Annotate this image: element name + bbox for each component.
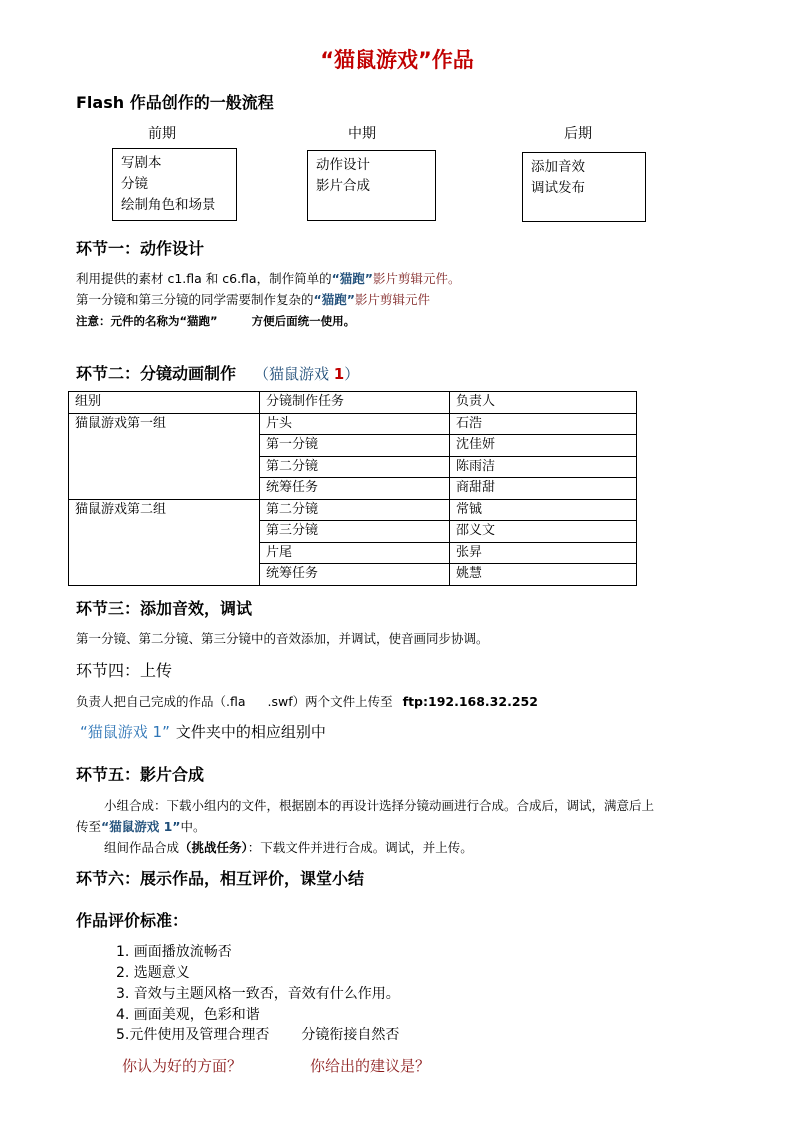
owner-cell: 沈佳妍 (450, 435, 637, 457)
phase-item: 添加音效 (531, 159, 585, 175)
section-3-heading: 环节三：添加音效，调试 (76, 599, 253, 618)
group-name: 猫鼠游戏第二组 (69, 499, 260, 585)
section-3-text: 第一分镜、第二分镜、第三分镜中的音效添加，并调试，使音画同步协调。 (76, 631, 489, 646)
phase-label-post: 后期 (564, 126, 592, 142)
task-cell: 统筹任务 (260, 564, 450, 586)
section-4-folder-line: “猫鼠游戏 1” 文件夹中的相应组别中 (80, 723, 326, 741)
owner-cell: 陈雨洁 (450, 456, 637, 478)
page-title: “猫鼠游戏”作品 (320, 48, 474, 72)
phase-item: 绘制角色和场景 (121, 197, 216, 213)
section-2-heading-line: 环节二：分镜动画制作 （猫鼠游戏 1） (76, 364, 360, 383)
section-1-heading: 环节一：动作设计 (76, 239, 205, 258)
group-name: 猫鼠游戏第一组 (69, 413, 260, 499)
table-row (69, 499, 637, 521)
table-header-row (69, 392, 637, 414)
phase-label-mid: 中期 (348, 126, 376, 142)
owner-cell: 商甜甜 (450, 478, 637, 500)
criteria-heading: 作品评价标准： (76, 911, 189, 930)
owner-cell: 邵义文 (450, 521, 637, 543)
task-cell: 统筹任务 (260, 478, 450, 500)
phase-item: 影片合成 (316, 178, 370, 194)
owner-cell: 姚慧 (450, 564, 637, 586)
task-table (68, 391, 637, 586)
task-cell: 片头 (260, 413, 450, 435)
criteria-item: 3. 音效与主题风格一致否，音效有什么作用。 (116, 986, 400, 1002)
phase-item: 动作设计 (316, 157, 370, 173)
table-header: 负责人 (450, 392, 637, 414)
section-6-heading: 环节六：展示作品，相互评价，课堂小结 (76, 869, 365, 888)
section-5-para-1b: 传至“猫鼠游戏 1”中。 (76, 819, 206, 834)
phase-box-pre (112, 148, 237, 221)
table-header: 分镜制作任务 (260, 392, 450, 414)
task-cell: 第二分镜 (260, 456, 450, 478)
table-header: 组别 (69, 392, 260, 414)
eval-question-good: 你认为好的方面？ (122, 1057, 243, 1075)
owner-cell: 石浩 (450, 413, 637, 435)
section-4-text: 负责人把自己完成的作品（.fla .swf）两个文件上传至 ftp:192.168.32.252 (76, 694, 538, 709)
task-cell: 第三分镜 (260, 521, 450, 543)
table-row (69, 413, 637, 435)
owner-cell: 常铖 (450, 499, 637, 521)
eval-question-suggest: 你给出的建议是？ (310, 1057, 431, 1075)
phase-item: 调试发布 (531, 180, 585, 196)
section-1-line-1: 利用提供的素材 c1.fla 和 c6.fla，制作简单的“猫跑”影片剪辑元件。 (76, 271, 461, 286)
phase-box-mid (307, 150, 436, 221)
section-1-note: 注意：元件的名称为“猫跑” 方便后面统一使用。 (76, 314, 356, 328)
section-2-heading: 环节二：分镜动画制作 (76, 364, 237, 383)
section-5-para-1a: 小组合成：下载小组内的文件，根据剧本的再设计选择分镜动画进行合成。合成后，调试，满意后上 (104, 798, 655, 813)
flow-heading: Flash 作品创作的一般流程 (76, 93, 274, 112)
task-cell: 第一分镜 (260, 435, 450, 457)
phase-box-post (522, 152, 646, 222)
section-5-heading: 环节五：影片合成 (76, 765, 205, 784)
section-1-line-2: 第一分镜和第三分镜的同学需要制作复杂的“猫跑”影片剪辑元件 (76, 292, 430, 307)
phase-item: 写剧本 (121, 155, 162, 171)
criteria-item: 4. 画面美观，色彩和谐 (116, 1007, 260, 1023)
criteria-item: 2. 选题意义 (116, 965, 190, 981)
criteria-item: 1. 画面播放流畅否 (116, 944, 232, 960)
task-cell: 第二分镜 (260, 499, 450, 521)
criteria-item-5: 5.元件使用及管理合理否 分镜衔接自然否 (116, 1027, 400, 1043)
phase-label-pre: 前期 (148, 126, 176, 142)
ftp-address: ftp:192.168.32.252 (402, 694, 538, 709)
owner-cell: 张昇 (450, 542, 637, 564)
section-4-heading: 环节四：上传 (76, 661, 173, 680)
section-5-para-2: 组间作品合成（挑战任务）：下载文件并进行合成。调试，并上传。 (104, 840, 473, 855)
task-cell: 片尾 (260, 542, 450, 564)
phase-item: 分镜 (121, 176, 148, 192)
